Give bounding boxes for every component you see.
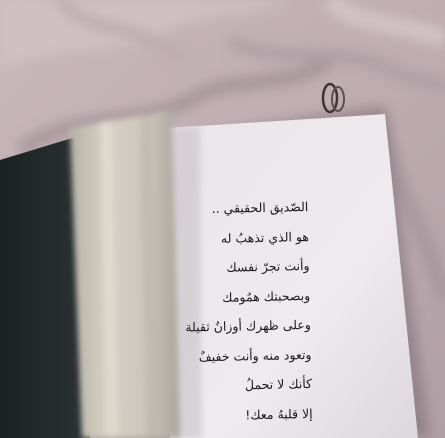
poem-text <box>185 192 313 430</box>
poem-line: وتعود منه وأنت خفيفٌ <box>198 346 312 364</box>
page-stack-edge <box>70 110 180 438</box>
poem-line: وعلى ظهرك أوزانٌ ثقيلة <box>185 316 311 335</box>
poem-line: كأنك لا تحملُ <box>244 375 313 393</box>
poem-line: هو الذي تذهبُ له <box>220 228 310 246</box>
poem-line: الصّديق الحقيقي .. <box>211 198 309 217</box>
poem-line: وبصحبتك همُومك <box>222 287 311 305</box>
poem-line: إلا قلبهُ معك! <box>245 405 313 422</box>
poem-line: وأنت تجرّ نفسك <box>226 257 310 275</box>
